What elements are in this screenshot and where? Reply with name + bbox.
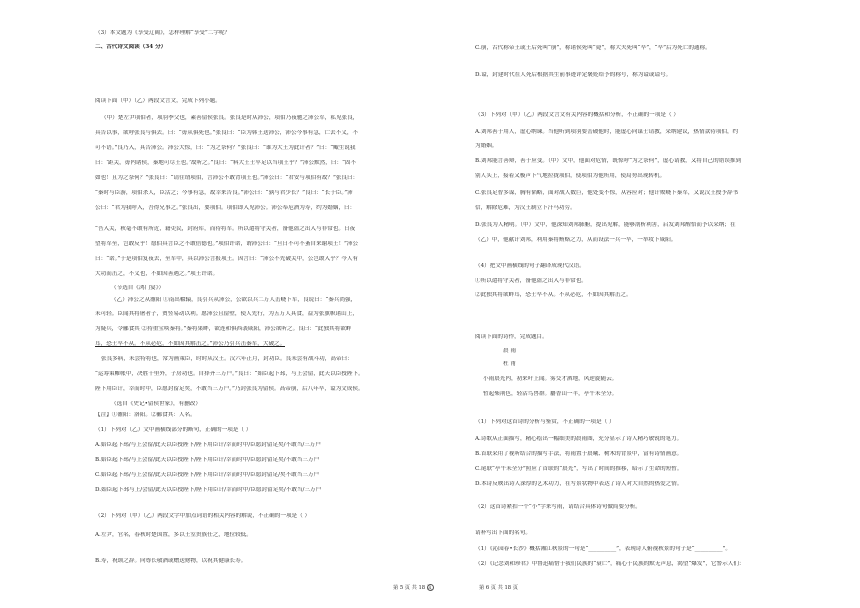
passage-jia-line: 曰：“诺。”于是项伯复夜去，至军中，具以沛公言报项王。因言曰：“沛公不先破关中，公岂敢入乎？今人有 bbox=[95, 256, 359, 262]
passage-jia-line: （甲）楚左尹项伯者，项羽季父也，素善留侯张良。张良是时从沛公，项伯乃夜驰之沛公军，私见张良， bbox=[101, 115, 359, 121]
question-4-stem: （4）把文中画横线的句子翻译成现代汉语。 bbox=[475, 263, 585, 269]
passage-yi-line-underlined: 为疑兵，令郦食其 ②持重宝啖秦将。”秦将果畔，欲连和俱西袭咸阳，沛公欲听之。良曰：“此独其将欲畔 bbox=[95, 326, 352, 332]
poem-instruction: 阅读下面的诗作，完成题目。 bbox=[475, 334, 548, 340]
page-number-right: 第 6 页 共 18 页 bbox=[479, 585, 518, 591]
option-d: D.始臣起下邳与上/会留/此天以臣授陛下/陛下用臣计/幸而时中/臣愿封留足矣/不敢当/三万户 bbox=[95, 487, 322, 493]
passage-jia-line: “秦时与臣游，项伯杀人，臣活之；今事有急，故幸来告良。”沛公曰：“孰与君少长？”良曰：“长于臣。”沛 bbox=[95, 190, 353, 196]
question-3-title-meaning: （3）本文题为《享受辽阔》，怎样理解“享受”二字呢？ bbox=[95, 30, 231, 36]
option-c: C.张良足智多谋，胸有韬略，面对战人数巨，他处变不惊，从容应对；他计败峣下秦军，又说汉王授予辞书 bbox=[475, 190, 739, 196]
question-1-stem: （1）下列对（乙）文中画横线部分的断句，正确的一项是（ ） bbox=[95, 427, 252, 433]
option-b-cont: 别人头上，接着又极声下气地拉拢项伯，使项伯为他所用，使局势出现转机。 bbox=[475, 173, 666, 179]
passage-yi-line: 张良多病，未尝特将也，常为画策臣，时时从汉王。汉六年正月，封功臣。良未尝有战斗功，高帝曰： bbox=[101, 356, 353, 362]
poem-line: 小雨晨光内，初来叶上闻。雾交才洒地，风逆旋随云。 bbox=[483, 376, 618, 382]
question-2-stem: （2）下列对（甲）（乙）两段文字中加点词语的相关内容的解说，不正确的一项是（ ） bbox=[95, 513, 311, 519]
poem-question-1-stem: （1）下列对这首诗的分析与鉴赏，不正确的一项是（ ） bbox=[475, 419, 615, 425]
question-3-stem: （3）下列对（甲）（乙）两段文言文有关内容的概括和分析，不正确的一项是（ ） bbox=[475, 112, 679, 118]
fill-in-item-1: （1）《沁园春•长沙》概括湘江秋景的一句是“__________”，表现诗人俯视秋景的句子是“__________”。 bbox=[475, 546, 732, 552]
translate-item-1: ①所以遣将守关者，备他盗之出入与非常也。 bbox=[475, 278, 587, 284]
option-b: B.首联采用了视听结合的描写手法，将雨置于晨曦、树木的背景中，富有诗情画意。 bbox=[475, 451, 683, 457]
poem-line: 暂起柴荆色，轻沾鸟兽群。麝香山一半，亭午未全分。 bbox=[483, 391, 618, 397]
source-jia: （节选自《鸿门宴》） bbox=[111, 285, 165, 291]
passage-yi-line-underlined: 耳，恐士卒不从。不从必危，不如因其解击之。”沛公乃引兵击秦军，大破之。 bbox=[95, 341, 286, 347]
passage-yi-line-underlined: “运筹策帷帐中，决胜千里外，子房功也。自择齐三万户。”良曰：“始臣起下邳，与上会留，此天以臣授陛下。 bbox=[95, 371, 364, 377]
option-b: B.寿，祝颂之辞。向尊长敬酒或赠送财物，以祝其健康长寿。 bbox=[95, 558, 247, 564]
passage-jia-line-underlined: “吾入关，秋毫不敢有所近，籍吏民，封府库，而待将军。所以遣将守关者，备他盗之出入与非常也。日夜 bbox=[95, 226, 356, 232]
passage-jia-line: 具告以事，欲呼张良与俱去。曰：“毋从俱死也。”张良曰：“臣为韩王送沛公，沛公今事有急，亡去不义，不 bbox=[95, 130, 359, 136]
translate-item-2: ②此独其将欲畔耳，恐士卒不从。不从必危，不如因其解击之。 bbox=[475, 292, 632, 298]
page-right bbox=[430, 0, 860, 608]
passage-yi-line: （乙）沛公之从雒阳 ①南出轘辕，良引兵从沛公，公欲以兵二万人击峣下军，良说曰：“秦兵尚强， bbox=[111, 297, 357, 303]
option-c-cont: 信，解除危难，为汉王制立下汗马功劳。 bbox=[475, 205, 576, 211]
source-yi: （选自《史记•留侯世家》，有删改） bbox=[111, 401, 201, 407]
passage-jia-line: 大功而击之，不义也，不如因善遇之。”项王许诺。 bbox=[95, 271, 219, 277]
reading-instruction: 阅读下面（甲）（乙）两段文言文，完成下列小题。 bbox=[95, 98, 221, 104]
passage-jia-line: 公曰：“君为我呼入，吾得兄事之。”张良出，要项伯。项伯即入见沛公。沛公奉卮酒为寿，约为婚姻，曰： bbox=[95, 205, 356, 211]
option-c: C.崩，古代称帝王或王后死叫“崩”，称诸侯死叫“薨”，称大夫死叫“卒”，“卒”后为死亡的通称。 bbox=[475, 45, 711, 51]
option-a: A.诗歌从正面描写，精心绘出一幅细美的晨雨图，充分显示了诗人精巧敏锐的笔力。 bbox=[475, 436, 683, 442]
option-b: B.刘邦能言善辩，善于应变。（甲）文中，他面对危情，既惊呼“为之奈何”，虚心请教，又将自己的错误推到 bbox=[475, 158, 742, 164]
passage-jia-line: 望将军至，岂敢反乎！愿伯具言臣之不敢倍德也。”项伯许诺，谓沛公曰：“旦日不可不蚤自来谢项王！”沛公 bbox=[95, 241, 359, 247]
section-heading-classical: 二、古代诗文阅读（34 分） bbox=[95, 44, 167, 50]
annotation-note: 【注】①雒阳：洛阳。②郦食其：人名。 bbox=[95, 412, 196, 418]
option-d: D.本诗反映出诗人深厚的艺术功力，在写景状物中表达了诗人对大自然的热爱之情。 bbox=[475, 481, 683, 487]
passage-yi-line: 陛下用臣计，幸而时中，臣愿封留足矣，不敢当三万户。”乃封张良为留侯。高帝崩，后八年卒，谥为文成侯。 bbox=[95, 386, 364, 392]
passage-jia-line: 曰：‘距关，毋内诸侯，秦地可尽王也。’故听之。”良曰：“料大王士卒足以当项王乎？”沛公默然，曰：“固不 bbox=[95, 160, 357, 166]
option-d: D.张良为人精明。（甲）文中，他深知刘邦肺腑，提出见解，能够剖析利害，启发刘邦醒悟而予以采纳；在 bbox=[475, 222, 736, 228]
option-d: D.谥，封建时代在人死后根据其生前事迹评定褒贬给予的称号，称为谥或谥号。 bbox=[475, 72, 672, 78]
option-a-cont: 为婚姻。 bbox=[475, 143, 498, 149]
passage-jia-line: 如也！且为之奈何？”张良曰：“请往谓项伯，言沛公不敢背项王也。”沛公曰：“君安与项伯有故？”张良曰： bbox=[95, 175, 359, 181]
poem-title: 晨 雨 bbox=[503, 348, 516, 354]
passage-jia-line: 可不语。”良乃入，具告沛公。沛公大惊，曰：“为之奈何？”张良曰：“谁为大王为此计者？”曰：“鲰生说我 bbox=[95, 145, 356, 151]
poem-author: 杜 甫 bbox=[503, 361, 516, 367]
passage-yi-line: 未可轻。臣闻其将屠者子，贾竖易动以利。愿沛公且留壁，使人先行，为五万人具食，益为张旗帜诸山上， bbox=[95, 311, 358, 317]
option-c: C.始臣起下邳/与上会留/此天以臣授陛下/陛下用臣计/幸而时中/臣愿封留足/矣不敢当三万户 bbox=[95, 472, 320, 478]
option-d-cont: （乙）中，他献计刘邦，利用秦将贿赂之力，从而设法一兵一卒，一举攻下咸阳。 bbox=[475, 237, 677, 243]
page-number-left: 第 5 页 共 18 页 bbox=[393, 585, 432, 591]
option-a: A.左尹，官名，春秋时楚国置，多以王室贵族任之，地位较低。 bbox=[95, 532, 252, 538]
option-a: A.刘邦善于用人，虚心纳谏。当他听到项羽要击破他时，能虚心向谋士请教，采纳建议，热情款待项伯，约 bbox=[475, 129, 739, 135]
option-b: B.始臣起下邳/与上会留/此天以臣授陛下/陛下用臣计/幸而时中/臣愿封留足矣/不敢当三万户 bbox=[95, 457, 320, 463]
fill-in-item-2: （2）《记念刘和珍君》中鲁迅痛惜于我们民族的“衰亡”，痛心于民族的默无声息，渴望“爆发”，它警示人们： bbox=[475, 561, 745, 567]
fill-in-instruction: 请补写出下面的名句。 bbox=[475, 530, 531, 536]
option-c: C.尾联“亭午未全分”照应了首联的“晨光”，写出了时间的推移，暗示了生命的短暂。 bbox=[475, 466, 683, 472]
option-a: A.始臣起下邳/与上会留/此天以臣授陛下/陛下用臣计/幸而时中/臣愿封留足矣/不敢当/三万户 bbox=[95, 442, 321, 448]
poem-question-2-stem: （2）这首诗紧扣一个“小”字来写雨，请结合具体诗句做简要分析。 bbox=[475, 504, 641, 510]
